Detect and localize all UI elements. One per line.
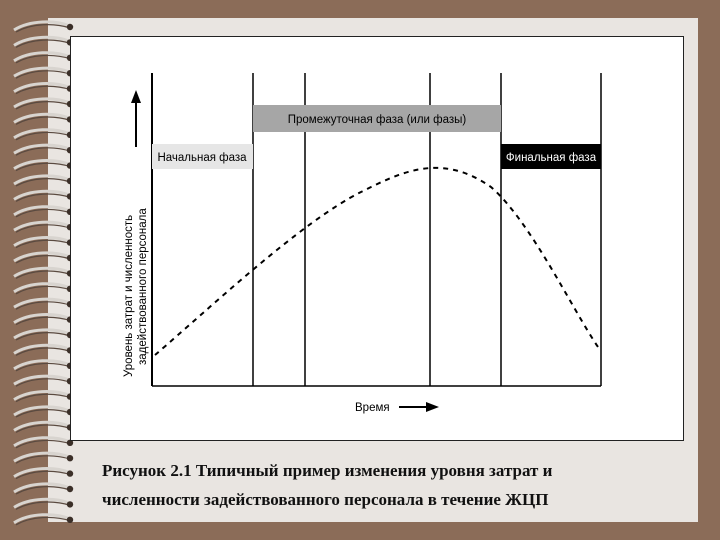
y-axis-label-line1: Уровень затрат и численность <box>123 214 135 377</box>
figure-frame <box>70 36 684 441</box>
y-axis-label-line2: задействованного персонала <box>137 208 149 365</box>
lifecycle-diagram <box>71 37 685 442</box>
caption-line-2: численности задействованного персонала в течение ЖЦП <box>102 490 549 509</box>
y-axis-arrow-head <box>131 90 141 103</box>
spiral-hole <box>67 24 73 30</box>
intermediate-phase-label: Промежуточная фаза (или фазы) <box>287 114 467 126</box>
initial-phase-label: Начальная фаза <box>157 152 247 164</box>
spiral-hole <box>67 517 73 523</box>
x-axis-arrow-head <box>426 402 439 412</box>
effort-curve <box>155 168 598 355</box>
spiral-hole <box>67 486 73 492</box>
spiral-hole <box>67 470 73 476</box>
spiral-hole <box>67 455 73 461</box>
x-axis-label: Время <box>355 402 390 414</box>
spiral-hole <box>67 501 73 507</box>
caption-line-1: Рисунок 2.1 Типичный пример изменения уровня затрат и <box>102 461 553 480</box>
figure-caption <box>102 456 692 514</box>
final-phase-label: Финальная фаза <box>505 152 597 164</box>
